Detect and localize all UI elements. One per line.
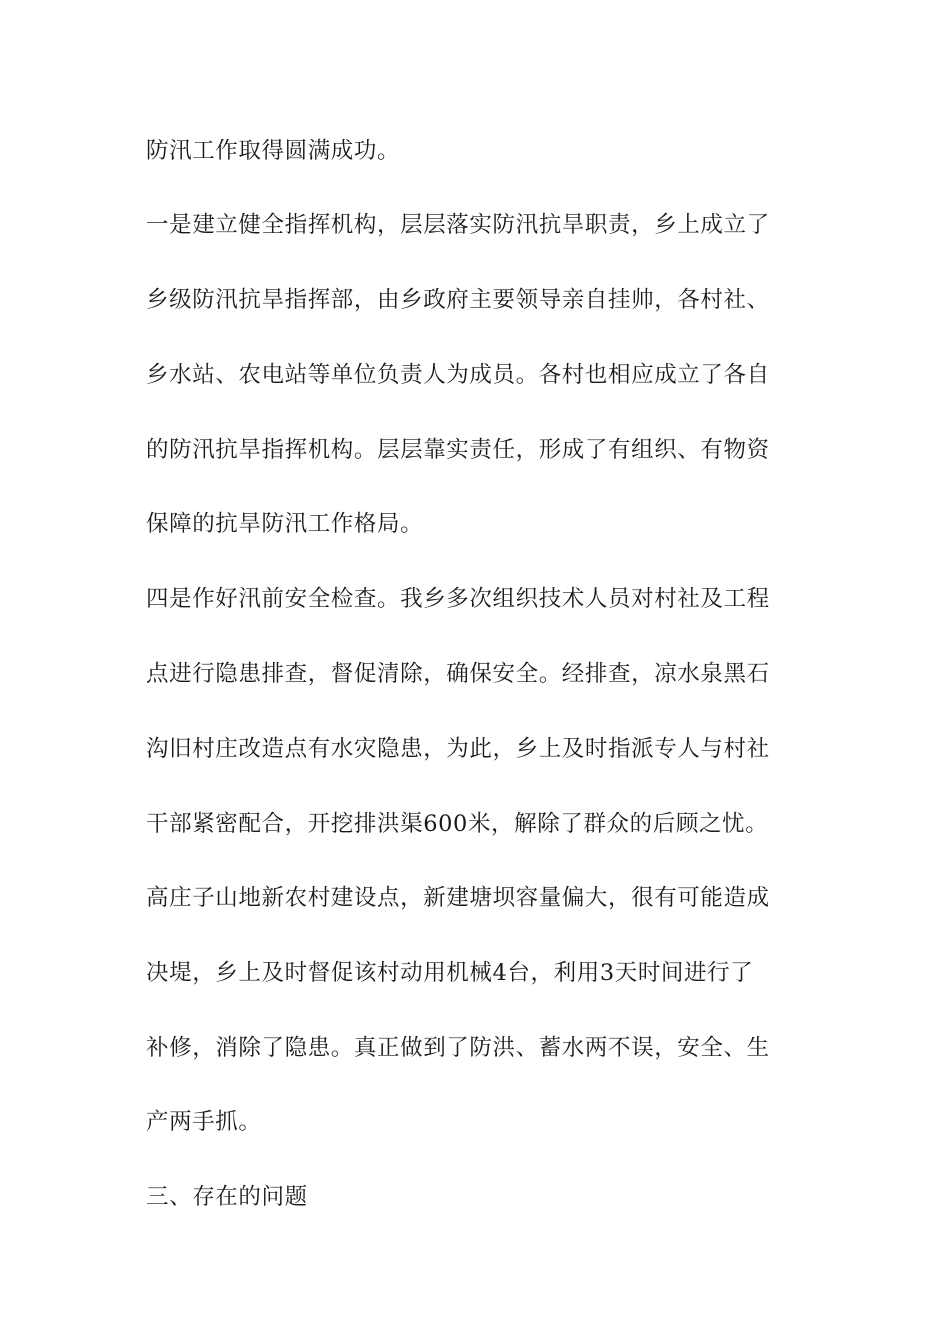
text-line: 干部紧密配合，开挖排洪渠600米，解除了群众的后顾之忧。 [146,811,769,837]
text-line: 乡级防汛抗旱指挥部，由乡政府主要领导亲自挂帅，各村社、 [146,287,770,313]
text-line: 防汛工作取得圆满成功。 [146,138,401,164]
text-line: 高庄子山地新农村建设点，新建塘坝容量偏大，很有可能造成 [146,885,770,911]
text-line: 一是建立健全指挥机构，层层落实防汛抗旱职责，乡上成立了 [146,212,770,238]
text-line: 的防汛抗旱指挥机构。层层靠实责任，形成了有组织、有物资 [146,437,770,463]
text-line: 四是作好汛前安全检查。我乡多次组织技术人员对村社及工程 [146,586,770,612]
text-line: 决堤，乡上及时督促该村动用机械4台，利用3天时间进行了 [146,960,754,986]
text-line: 乡水站、农电站等单位负责人为成员。各村也相应成立了各自 [146,362,770,388]
section-heading: 三、存在的问题 [146,1184,308,1210]
text-line: 点进行隐患排查，督促清除，确保安全。经排查，凉水泉黑石 [146,661,770,687]
text-line: 沟旧村庄改造点有水灾隐患，为此，乡上及时指派专人与村社 [146,736,770,762]
text-line: 保障的抗旱防汛工作格局。 [146,511,424,537]
text-line: 产两手抓。 [146,1109,262,1135]
text-line: 补修，消除了隐患。真正做到了防洪、蓄水两不误，安全、生 [146,1035,770,1061]
